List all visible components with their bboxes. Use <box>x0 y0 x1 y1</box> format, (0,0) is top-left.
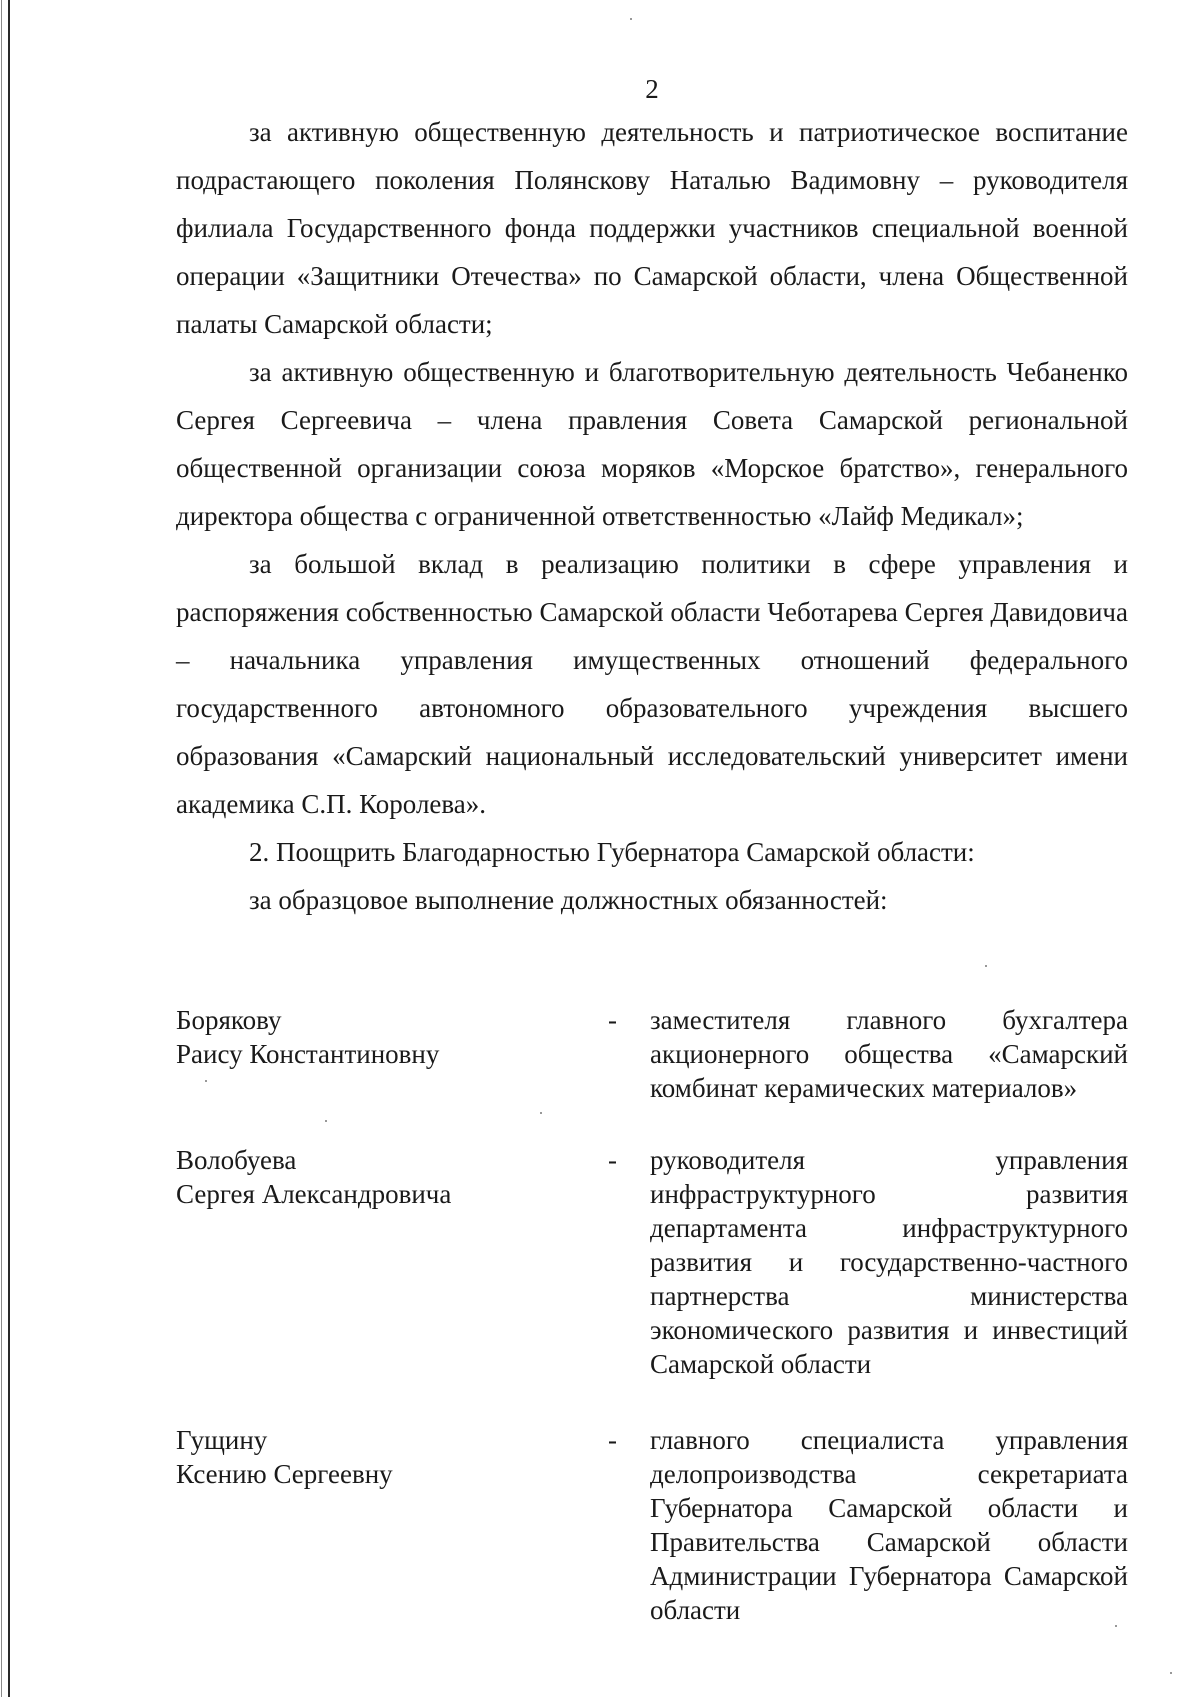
awardee-given-names: Раису Константиновну <box>176 1039 440 1069</box>
scan-edge <box>8 0 10 1697</box>
awardee-name <box>176 1423 606 1491</box>
awardee-position: заместителя главного бухгалтера акционерного общества «Самарский комбинат керамических материалов» <box>650 1005 1128 1103</box>
subsection-heading: за образцовое выполнение должностных обязанностей: <box>249 885 888 915</box>
awardee-name <box>176 1003 606 1071</box>
awardee-surname: Волобуева <box>176 1145 297 1175</box>
section-2-heading: 2. Поощрить Благодарностью Губернатора Самарской области: <box>249 837 975 867</box>
scan-speck <box>1170 1672 1172 1674</box>
awardees-list <box>176 1003 1128 1627</box>
scan-speck <box>540 1112 542 1114</box>
awardee-position: руководителя управления инфраструктурного развития департамента инфраструктурного развития и государственно-частного партнерства министерства экономического развития и инвестиций Самарской области <box>650 1145 1128 1379</box>
scan-speck <box>325 1120 327 1122</box>
scan-edge-shadow <box>1 0 2 1697</box>
scan-speck <box>985 965 987 967</box>
awardee-row <box>176 1423 1128 1627</box>
awardee-dash: - <box>608 1005 617 1035</box>
scan-speck <box>205 1080 207 1082</box>
awardee-row <box>176 1003 1128 1105</box>
scan-speck <box>630 18 632 20</box>
awardee-surname: Гущину <box>176 1425 268 1455</box>
awardee-name <box>176 1143 606 1211</box>
awardee-surname: Борякову <box>176 1005 282 1035</box>
paragraph-chebanenko: за активную общественную и благотворительную деятельность Чебаненко Сергея Сергеевича – члена правления Совета Самарской региональной общественной организации союза моряков «Морское братство», генерального директора общества с ограниченной ответственностью «Лайф Медикал»; <box>176 357 1128 531</box>
page-number: 2 <box>645 74 659 104</box>
paragraph-chebotarev: за большой вклад в реализацию политики в сфере управления и распоряжения собственностью Самарской области Чеботарева Сергея Давидовича – начальника управления имущественных отношений федерального государственного автономного образовательного учреждения высшего образования «Самарский национальный исследовательский университет имени академика С.П. Королева». <box>176 549 1128 819</box>
awardee-dash: - <box>608 1145 617 1175</box>
awardee-row <box>176 1143 1128 1381</box>
document-body <box>176 108 1128 924</box>
awardee-position: главного специалиста управления делопроизводства секретариата Губернатора Самарской области и Правительства Самарской области Администрации Губернатора Самарской области <box>650 1425 1128 1625</box>
awardee-dash: - <box>608 1425 617 1455</box>
paragraph-polyanskova: за активную общественную деятельность и патриотическое воспитание подрастающего поколения Полянскову Наталью Вадимовну – руководителя филиала Государственного фонда поддержки участников специальной военной операции «Защитники Отечества» по Самарской области, члена Общественной палаты Самарской области; <box>176 117 1128 339</box>
scan-speck <box>1115 1625 1117 1627</box>
awardee-given-names: Сергея Александровича <box>176 1179 452 1209</box>
awardee-given-names: Ксению Сергеевну <box>176 1459 393 1489</box>
